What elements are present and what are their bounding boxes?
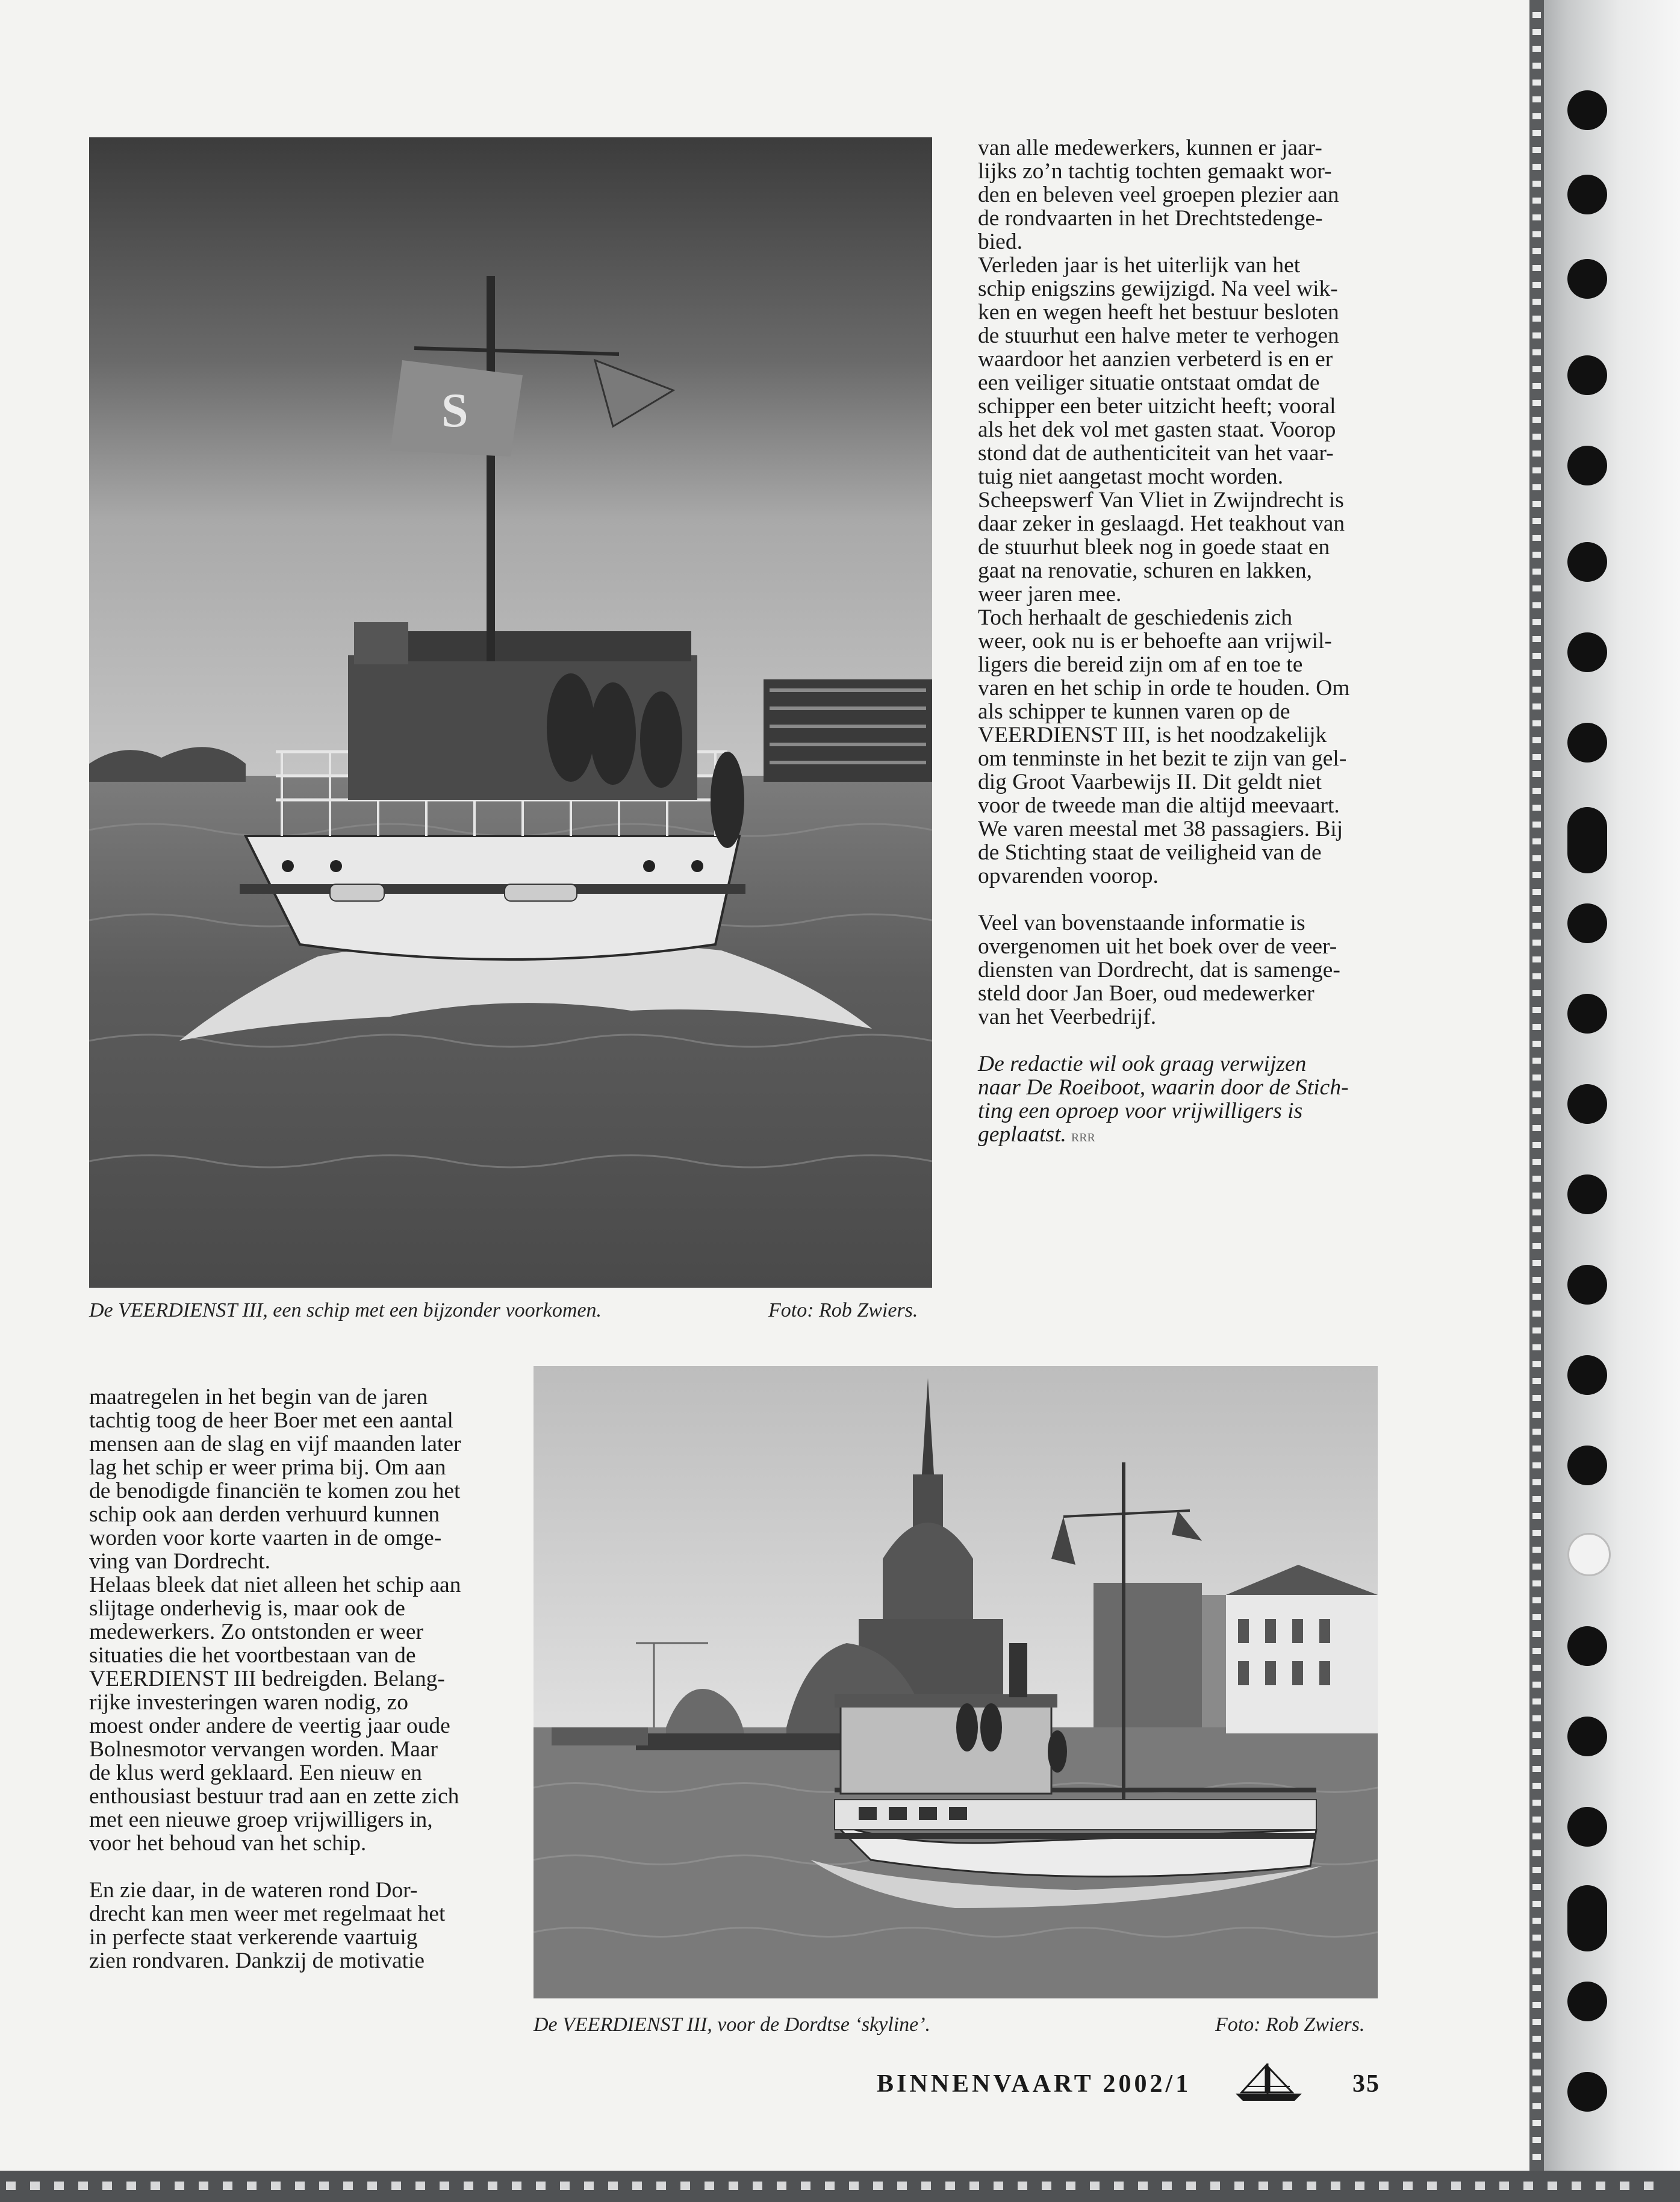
photo-caption: De VEERDIENST III, een schip met een bijzonder voorkomen. — [89, 1299, 602, 1321]
binder-hole-empty — [1567, 1533, 1611, 1576]
binder-hole — [1567, 1355, 1607, 1395]
text-line: de stuurhut bleek nog in goede staat en — [978, 535, 1330, 560]
page-number: 35 — [1352, 2070, 1380, 2098]
text-line: als schipper te kunnen varen op de — [978, 699, 1290, 724]
text-line: Verleden jaar is het uiterlijk van het — [978, 253, 1301, 278]
text-line: tachtig toog de heer Boer met een aantal — [89, 1408, 453, 1433]
text-line: Toch herhaalt de geschiedenis zich — [978, 605, 1293, 630]
article-column-right — [978, 136, 1379, 1150]
photo-credit: Foto: Rob Zwiers. — [768, 1299, 918, 1321]
text-line: gaat na renovatie, schuren en lakken, — [978, 558, 1312, 583]
text-line: de rondvaarten in het Drechtstedenge- — [978, 206, 1323, 231]
text-line: drecht kan men weer met regelmaat het — [89, 1901, 446, 1926]
text-line: Bolnesmotor vervangen worden. Maar — [89, 1737, 438, 1762]
text-line: om tenminste in het bezit te zijn van gel- — [978, 746, 1347, 771]
sailing-ship-logo-icon — [1230, 2062, 1308, 2104]
text-line: medewerkers. Zo ontstonden er weer — [89, 1620, 423, 1644]
text-line: situaties die het voortbestaan van de — [89, 1643, 416, 1668]
text-line: in perfecte staat verkerende vaartuig — [89, 1925, 418, 1950]
text-line: voor de tweede man die altijd meevaart. — [978, 793, 1340, 818]
text-line: ving van Dordrecht. — [89, 1549, 270, 1574]
text-line: We varen meestal met 38 passagiers. Bij — [978, 817, 1343, 841]
editor-note-line — [978, 1076, 1379, 1099]
text-line: slijtage onderhevig is, maar ook de — [89, 1596, 405, 1621]
binder-hole — [1567, 903, 1607, 943]
editor-note-text: De redactie wil ook graag verwijzen — [978, 1052, 1307, 1076]
text-line: schip ook aan derden verhuurd kunnen — [89, 1502, 440, 1527]
text-line: de stuurhut een halve meter te verhogen — [978, 323, 1339, 348]
text-line: ken en wegen heeft het bestuur besloten — [978, 300, 1339, 325]
binder-hole — [1567, 1174, 1607, 1214]
text-line: diensten van Dordrecht, dat is samenge- — [978, 958, 1340, 982]
text-line: En zie daar, in de wateren rond Dor- — [89, 1878, 418, 1903]
text-line: varen en het schip in orde te houden. Om — [978, 676, 1350, 700]
text-line: den en beleven veel groepen plezier aan — [978, 182, 1339, 207]
binder-hole — [1567, 259, 1607, 299]
binder-hole — [1567, 1084, 1607, 1124]
text-line: met een nieuwe groep vrijwilligers in, — [89, 1807, 433, 1832]
text-line: opvarenden voorop. — [978, 864, 1159, 888]
editor-note-line — [978, 1123, 1379, 1150]
binder-hole — [1567, 1265, 1607, 1305]
photo-ship-stern — [89, 137, 932, 1288]
text-line: lijks zo’n tachtig tochten gemaakt wor- — [978, 159, 1332, 184]
binder-hole — [1567, 723, 1607, 763]
binder-hole — [1567, 994, 1607, 1034]
binder-hole — [1567, 1446, 1607, 1485]
editor-note-text: ting een oproep voor vrijwilligers is — [978, 1099, 1303, 1123]
text-line: de benodigde financiën te komen zou het — [89, 1479, 461, 1503]
text-line: VEERDIENST III, is het noodzakelijk — [978, 723, 1327, 747]
author-mark: RRR — [1071, 1131, 1095, 1144]
text-line: overgenomen uit het boek over de veer- — [978, 934, 1337, 959]
bottom-perforation — [6, 2182, 1668, 2190]
binder-hole — [1567, 807, 1607, 873]
photo-caption: De VEERDIENST III, voor de Dordtse ‘skyline’. — [534, 2013, 931, 2036]
text-line: rijke investeringen waren nodig, zo — [89, 1690, 409, 1715]
binder-hole — [1567, 446, 1607, 485]
binder-hole — [1567, 1807, 1607, 1847]
text-line: steld door Jan Boer, oud medewerker — [978, 981, 1314, 1006]
text-line: ligers die bereid zijn om af en toe te — [978, 652, 1303, 677]
binder-hole — [1567, 175, 1607, 214]
text-line: voor het behoud van het schip. — [89, 1831, 367, 1856]
text-line: Helaas bleek dat niet alleen het schip aan — [89, 1573, 461, 1597]
text-line: worden voor korte vaarten in de omge- — [89, 1526, 442, 1550]
editor-note-line — [978, 1099, 1379, 1123]
text-line: moest onder andere de veertig jaar oude — [89, 1714, 450, 1738]
text-line: bied. — [978, 229, 1022, 254]
binder-hole — [1567, 90, 1607, 130]
text-line: als het dek vol met gasten staat. Voorop — [978, 417, 1336, 442]
text-line: schipper een beter uitzicht heeft; vooral — [978, 394, 1336, 419]
text-line: van het Veerbedrijf. — [978, 1005, 1157, 1029]
text-line: dig Groot Vaarbewijs II. Dit geldt niet — [978, 770, 1322, 794]
text-line: stond dat de authenticiteit van het vaar- — [978, 441, 1334, 466]
text-line: de Stichting staat de veiligheid van de — [978, 840, 1322, 865]
binder-hole — [1567, 542, 1607, 582]
binder-hole — [1567, 2072, 1607, 2112]
text-line: lag het schip er weer prima bij. Om aan — [89, 1455, 446, 1480]
text-line: weer jaren mee. — [978, 582, 1122, 607]
text-line: enthousiast bestuur trad aan en zette zich — [89, 1784, 459, 1809]
binder-hole — [1567, 1885, 1607, 1951]
text-line: mensen aan de slag en vijf maanden later — [89, 1432, 461, 1456]
text-line: Veel van bovenstaande informatie is — [978, 911, 1305, 935]
text-line: zien rondvaren. Dankzij de motivatie — [89, 1948, 425, 1973]
binder-hole — [1567, 1717, 1607, 1756]
text-line: weer, ook nu is er behoefte aan vrijwil- — [978, 629, 1332, 653]
text-line: daar zeker in geslaagd. Het teakhout van — [978, 511, 1345, 536]
text-line: Scheepswerf Van Vliet in Zwijndrecht is — [978, 488, 1344, 513]
editor-note-text: naar De Roeiboot, waarin door de Stich- — [978, 1075, 1349, 1100]
text-line: tuig niet aangetast mocht worden. — [978, 464, 1284, 489]
text-line: waardoor het aanzien verbeterd is en er — [978, 347, 1333, 372]
article-column-left — [89, 1385, 490, 1973]
editor-note-text: geplaatst. — [978, 1122, 1066, 1147]
text-line: de klus werd geklaard. Een nieuw en — [89, 1761, 422, 1785]
photo-credit: Foto: Rob Zwiers. — [1215, 2013, 1365, 2036]
binder-hole — [1567, 1982, 1607, 2021]
text-line: een veiliger situatie ontstaat omdat de — [978, 370, 1320, 395]
text-line: schip enigszins gewijzigd. Na veel wik- — [978, 276, 1338, 301]
binder-hole — [1567, 1626, 1607, 1666]
page-footer — [877, 2069, 1383, 2106]
svg-text:S: S — [441, 384, 468, 437]
sheet-protector-perforation — [1532, 12, 1541, 2168]
text-line: maatregelen in het begin van de jaren — [89, 1385, 428, 1409]
text-line: VEERDIENST III bedreigden. Belang- — [89, 1667, 445, 1691]
binder-hole — [1567, 355, 1607, 395]
editor-note-line — [978, 1052, 1379, 1076]
photo-ship-dordrecht-skyline — [534, 1366, 1378, 1998]
text-line: van alle medewerkers, kunnen er jaar- — [978, 136, 1322, 160]
magazine-title: BINNENVAART 2002/1 — [877, 2070, 1192, 2098]
binder-hole — [1567, 632, 1607, 672]
